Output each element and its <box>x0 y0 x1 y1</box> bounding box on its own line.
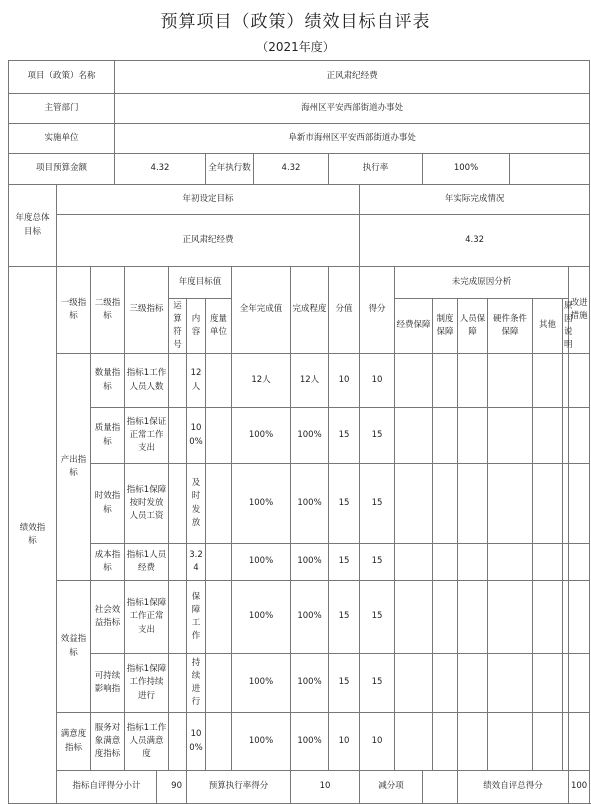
evaluation-table <box>8 60 590 804</box>
full-year-header: 全年完成值 <box>232 267 291 354</box>
full-year-cell: 100% <box>232 464 291 544</box>
actual-goal-label: 年实际完成情况 <box>360 185 590 215</box>
level2-cell: 社会效益指标 <box>91 581 125 654</box>
total-label: 绩效自评总得分 <box>458 771 569 804</box>
got-cell: 10 <box>360 354 395 408</box>
reason-system: 制度保障 <box>433 299 458 354</box>
content-cell: 及时发放 <box>187 464 206 544</box>
deduct-label: 减分项 <box>360 771 423 804</box>
full-year-cell: 100% <box>232 544 291 581</box>
exec-label: 全年执行数 <box>206 154 254 185</box>
reason-staff: 人员保障 <box>458 299 488 354</box>
target-header: 年度目标值 <box>169 267 232 299</box>
content-cell: 3.24 <box>187 544 206 581</box>
reason-hardware: 硬件条件保障 <box>488 299 533 354</box>
operator-cell <box>169 354 187 408</box>
unit-cell <box>206 581 232 654</box>
reasons-header: 未完成原因分析 <box>395 267 569 299</box>
full-year-cell: 100% <box>232 713 291 771</box>
full-year-cell: 100% <box>232 581 291 654</box>
got-cell: 15 <box>360 408 395 464</box>
score-cell: 15 <box>329 544 360 581</box>
project-name-label: 项目（政策）名称 <box>9 61 115 94</box>
rate-value: 100% <box>423 154 510 185</box>
level2-header: 二级指标 <box>91 267 125 354</box>
level1-header: 一级指标 <box>57 267 91 354</box>
degree-cell: 100% <box>291 408 329 464</box>
level2-cell: 时效指标 <box>91 464 125 544</box>
exec-value: 4.32 <box>254 154 329 185</box>
content-cell: 12人 <box>187 354 206 408</box>
initial-goal-value: 正风肃纪经费 <box>57 215 360 267</box>
content-cell: 保障工作 <box>187 581 206 654</box>
full-year-cell: 12人 <box>232 354 291 408</box>
unit-header: 度量单位 <box>206 299 232 354</box>
operator-cell <box>169 544 187 581</box>
operator-header: 运算符号 <box>169 299 187 354</box>
score-cell: 15 <box>329 581 360 654</box>
dept-label: 主管部门 <box>9 94 115 124</box>
degree-cell: 100% <box>291 654 329 713</box>
score-cell: 10 <box>329 713 360 771</box>
content-cell: 持续进行 <box>187 654 206 713</box>
degree-cell: 100% <box>291 713 329 771</box>
unit-cell <box>206 464 232 544</box>
level3-header: 三级指标 <box>125 267 169 354</box>
unit-cell <box>206 654 232 713</box>
reason-explain: 原因说明 <box>563 299 569 354</box>
score-cell: 10 <box>329 354 360 408</box>
degree-cell: 100% <box>291 581 329 654</box>
level3-cell: 指标1保证正常工作支出 <box>125 408 169 464</box>
deduct-value <box>423 771 458 804</box>
operator-cell <box>169 464 187 544</box>
level2-cell: 成本指标 <box>91 544 125 581</box>
degree-cell: 12人 <box>291 354 329 408</box>
budget-amount: 4.32 <box>115 154 206 185</box>
level2-cell: 数量指标 <box>91 354 125 408</box>
content-header: 内容 <box>187 299 206 354</box>
got-cell: 15 <box>360 464 395 544</box>
project-name-value: 正风肃纪经费 <box>115 61 590 94</box>
page-title: 预算项目（政策）绩效目标自评表 <box>160 12 431 32</box>
level2-cell: 服务对象满意度指标 <box>91 713 125 771</box>
level3-cell: 指标1保障工作持续进行 <box>125 654 169 713</box>
level2-cell: 质量指标 <box>91 408 125 464</box>
operator-cell <box>169 654 187 713</box>
reason-other: 其他 <box>533 299 563 354</box>
indicator-outer-label: 绩效指标 <box>9 267 57 804</box>
subtotal-value: 90 <box>157 771 187 804</box>
unit-cell <box>206 408 232 464</box>
score-cell: 15 <box>329 464 360 544</box>
degree-cell: 100% <box>291 544 329 581</box>
operator-cell <box>169 713 187 771</box>
total-value: 100 <box>569 771 590 804</box>
content-cell: 100% <box>187 408 206 464</box>
level2-cell: 可持续影响指 <box>91 654 125 713</box>
operator-cell <box>169 408 187 464</box>
actual-goal-value: 4.32 <box>360 215 590 267</box>
improve-header: 改进措施 <box>569 267 590 354</box>
content-cell: 100% <box>187 713 206 771</box>
level3-cell: 指标1保障按时发放人员工资 <box>125 464 169 544</box>
page-subtitle: （2021年度） <box>256 40 335 54</box>
got-cell: 15 <box>360 654 395 713</box>
budget-score-value: 10 <box>291 771 360 804</box>
dept-value: 海州区平安西部街道办事处 <box>115 94 590 124</box>
level3-cell: 指标1工作人员满意度 <box>125 713 169 771</box>
got-header: 得分 <box>360 267 395 354</box>
unit-cell <box>206 713 232 771</box>
got-cell: 15 <box>360 581 395 654</box>
budget-label: 项目预算金额 <box>9 154 115 185</box>
group-output: 产出指标 <box>57 354 91 581</box>
score-cell: 15 <box>329 408 360 464</box>
full-year-cell: 100% <box>232 408 291 464</box>
unit-value: 阜新市海州区平安西部街道办事处 <box>115 124 590 154</box>
full-year-cell: 100% <box>232 654 291 713</box>
goals-label: 年度总体目标 <box>9 185 57 267</box>
budget-score-label: 预算执行率得分 <box>187 771 291 804</box>
score-cell: 15 <box>329 654 360 713</box>
unit-cell <box>206 544 232 581</box>
operator-cell <box>169 581 187 654</box>
initial-goal-label: 年初设定目标 <box>57 185 360 215</box>
score-header: 分值 <box>329 267 360 354</box>
group-benefit: 效益指标 <box>57 581 91 713</box>
level3-cell: 指标1工作人员人数 <box>125 354 169 408</box>
degree-cell: 100% <box>291 464 329 544</box>
level3-cell: 指标1保障工作正常支出 <box>125 581 169 654</box>
rate-label: 执行率 <box>329 154 423 185</box>
degree-header: 完成程度 <box>291 267 329 354</box>
got-cell: 10 <box>360 713 395 771</box>
group-satisfaction: 满意度指标 <box>57 713 91 771</box>
level3-cell: 指标1人员经费 <box>125 544 169 581</box>
got-cell: 15 <box>360 544 395 581</box>
unit-label: 实施单位 <box>9 124 115 154</box>
reason-funding: 经费保障 <box>395 299 433 354</box>
subtotal-label: 指标自评得分小计 <box>57 771 157 804</box>
unit-cell <box>206 354 232 408</box>
